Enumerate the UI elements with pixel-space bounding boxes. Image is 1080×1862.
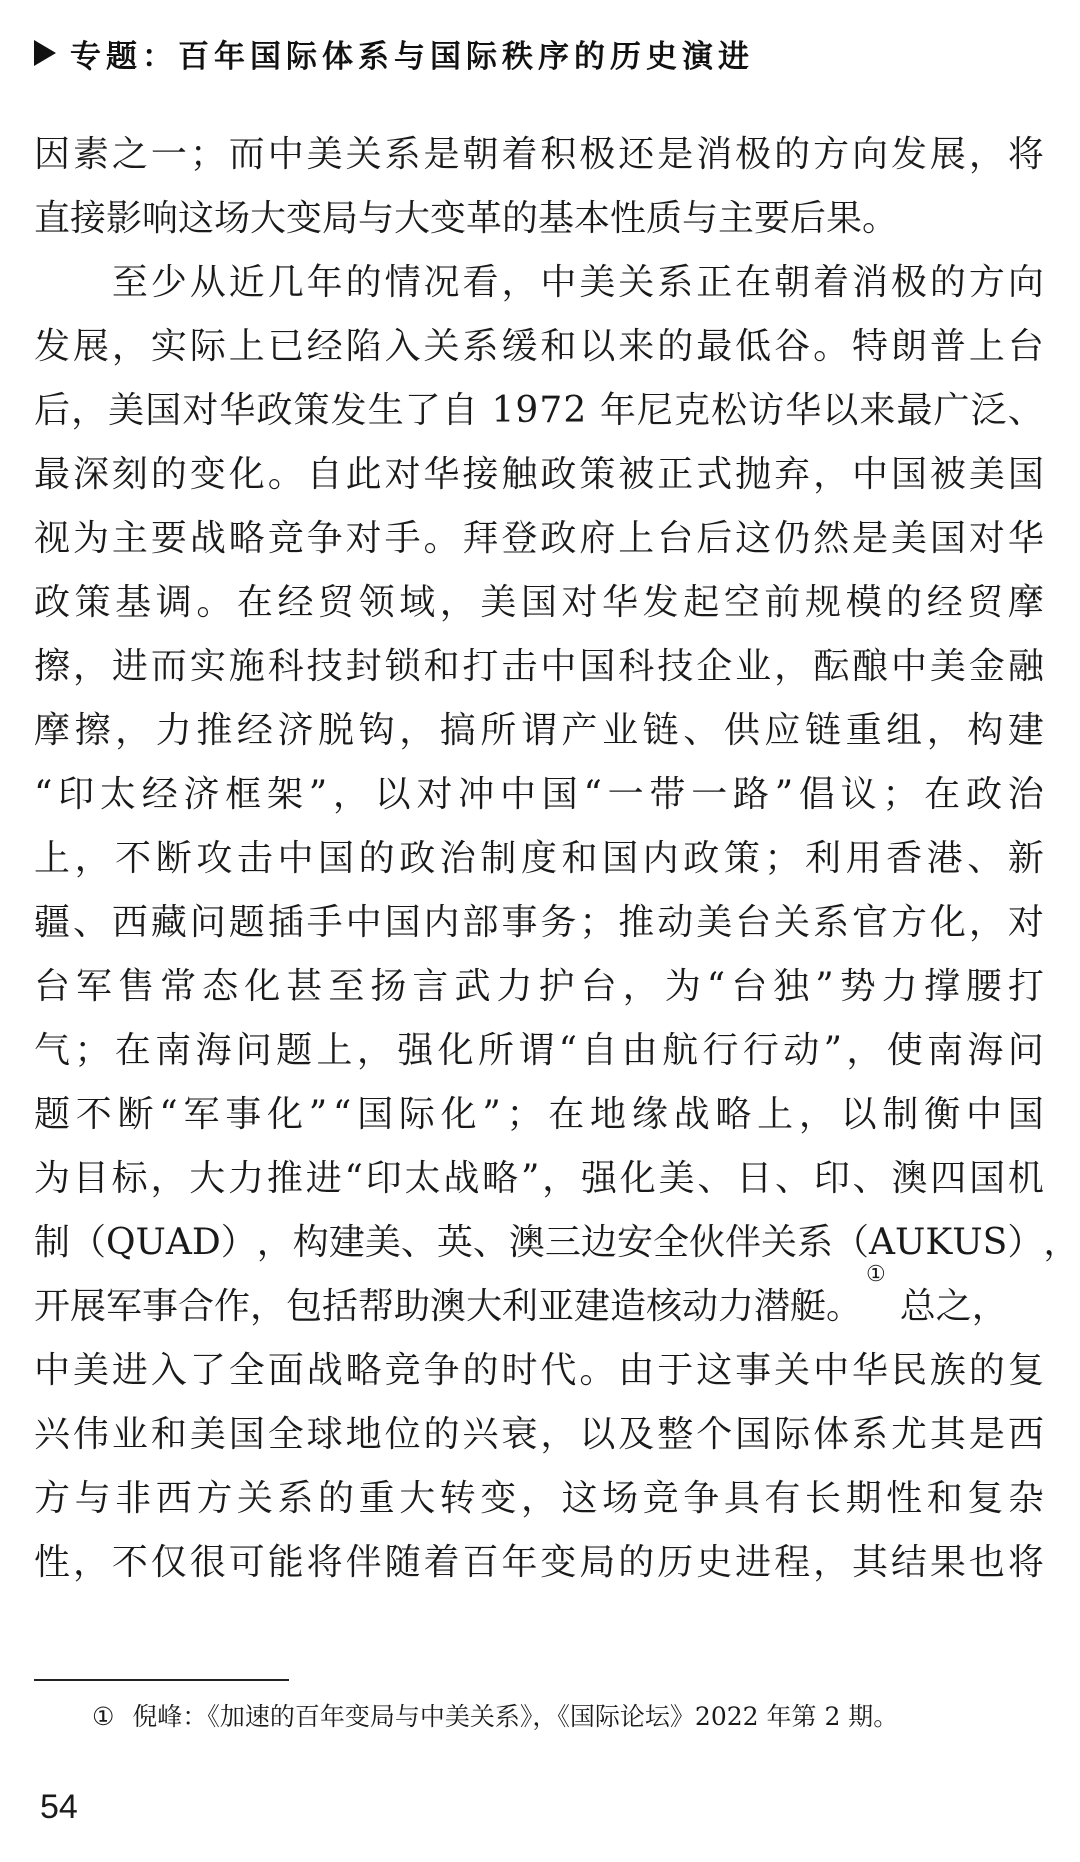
text-line: 视 为 主 要 战 略 竞 争 对 手 。 拜 登 政 府 上 台 后 这 仍 然 是 美 国 对 华 xyxy=(34,518,1044,559)
page-number: 54 xyxy=(40,1788,78,1826)
text-line: 最 深 刻 的 变 化 。 自 此 对 华 接 触 政 策 被 正 式 抛 弃 ， 中 国 被 美 国 xyxy=(34,454,1044,495)
footnote xyxy=(92,1697,898,1737)
text-line: 台 军 售 常 态 化 甚 至 扬 言 武 力 护 台 ， 为 “ 台 独 ” 势 力 撑 腰 打 xyxy=(34,966,1044,1007)
text-line: 政 策 基 调 。 在 经 贸 领 域 ， 美 国 对 华 发 起 空 前 规 模 的 经 贸 摩 xyxy=(34,582,1044,623)
triangle-right-icon xyxy=(34,40,56,66)
footnote-reference[interactable]: ① xyxy=(866,1262,886,1287)
text-line: 因 素 之 一 ； 而 中 美 关 系 是 朝 着 积 极 还 是 消 极 的 方 向 发 展 ， 将 xyxy=(34,134,1044,175)
text-line: 兴 伟 业 和 美 国 全 球 地 位 的 兴 衰 ， 以 及 整 个 国 际 体 系 尤 其 是 西 xyxy=(34,1414,1044,1455)
text-line: 疆 、 西 藏 问 题 插 手 中 国 内 部 事 务 ； 推 动 美 台 关 系 官 方 化 ， 对 xyxy=(34,902,1044,943)
text-line: “ 印 太 经 济 框 架 ” ， 以 对 冲 中 国 “ 一 带 一 路 ” 倡 议 ； 在 政 治 xyxy=(34,774,1044,815)
text-line-segment: 开展军事合作，包括帮助澳大利亚建造核动力潜艇。 xyxy=(34,1286,863,1327)
running-header-title: 专题：百年国际体系与国际秩序的历史演进 xyxy=(70,38,754,75)
text-line: 后 ， 美 国 对 华 政 策 发 生 了 自 1 9 7 2 年 尼 克 松 访 华 以 来 最 广 泛 、 xyxy=(34,390,1044,431)
body-text xyxy=(34,123,1080,1595)
text-line: 方 与 非 西 方 关 系 的 重 大 转 变 ， 这 场 竞 争 具 有 长 期 性 和 复 杂 xyxy=(34,1478,1044,1519)
text-line: 摩 擦 ， 力 推 经 济 脱 钩 ， 搞 所 谓 产 业 链 、 供 应 链 重 组 ， 构 建 xyxy=(34,710,1044,751)
text-line: 气 ； 在 南 海 问 题 上 ， 强 化 所 谓 “ 自 由 航 行 行 动 ” ， 使 南 海 问 xyxy=(34,1030,1044,1071)
text-line: 为 目 标 ， 大 力 推 进 “ 印 太 战 略 ” ， 强 化 美 、 日 、 印 、 澳 四 国 机 xyxy=(34,1158,1044,1199)
text-line: 发 展 ， 实 际 上 已 经 陷 入 关 系 缓 和 以 来 的 最 低 谷 。 特 朗 普 上 台 xyxy=(34,326,1044,367)
text-line: 题 不 断 “ 军 事 化 ” “ 国 际 化 ” ； 在 地 缘 战 略 上 ， 以 制 衡 中 国 xyxy=(34,1094,1044,1135)
text-line: 性 ， 不 仅 很 可 能 将 伴 随 着 百 年 变 局 的 历 史 进 程 ， 其 结 果 也 将 xyxy=(34,1542,1044,1583)
text-line: 制 （ Q U A D ） ， 构 建 美 、 英 、 澳 三 边 安 全 伙 伴 关 系 （ A U K U S ） ， xyxy=(34,1222,1080,1263)
footnote-text: 倪峰：《加速的百年变局与中美关系》，《国际论坛》2022 年第 2 期。 xyxy=(132,1702,899,1731)
text-line: 中 美 进 入 了 全 面 战 略 竞 争 的 时 代 。 由 于 这 事 关 中 华 民 族 的 复 xyxy=(34,1350,1044,1391)
footnote-number: ① xyxy=(92,1702,115,1731)
footnote-divider xyxy=(34,1679,289,1681)
text-line: 至 少 从 近 几 年 的 情 况 看 ， 中 美 关 系 正 在 朝 着 消 极 的 方 向 xyxy=(111,262,1044,303)
text-line-segment: 总之， xyxy=(899,1286,1008,1327)
text-line: 直接影响这场大变局与大变革的基本性质与主要后果。 xyxy=(34,198,899,239)
running-header xyxy=(34,28,754,78)
text-line-with-footnote-ref xyxy=(34,1262,1044,1339)
text-line: 上 ， 不 断 攻 击 中 国 的 政 治 制 度 和 国 内 政 策 ； 利 用 香 港 、 新 xyxy=(34,838,1044,879)
text-line: 擦 ， 进 而 实 施 科 技 封 锁 和 打 击 中 国 科 技 企 业 ， 酝 酿 中 美 金 融 xyxy=(34,646,1044,687)
